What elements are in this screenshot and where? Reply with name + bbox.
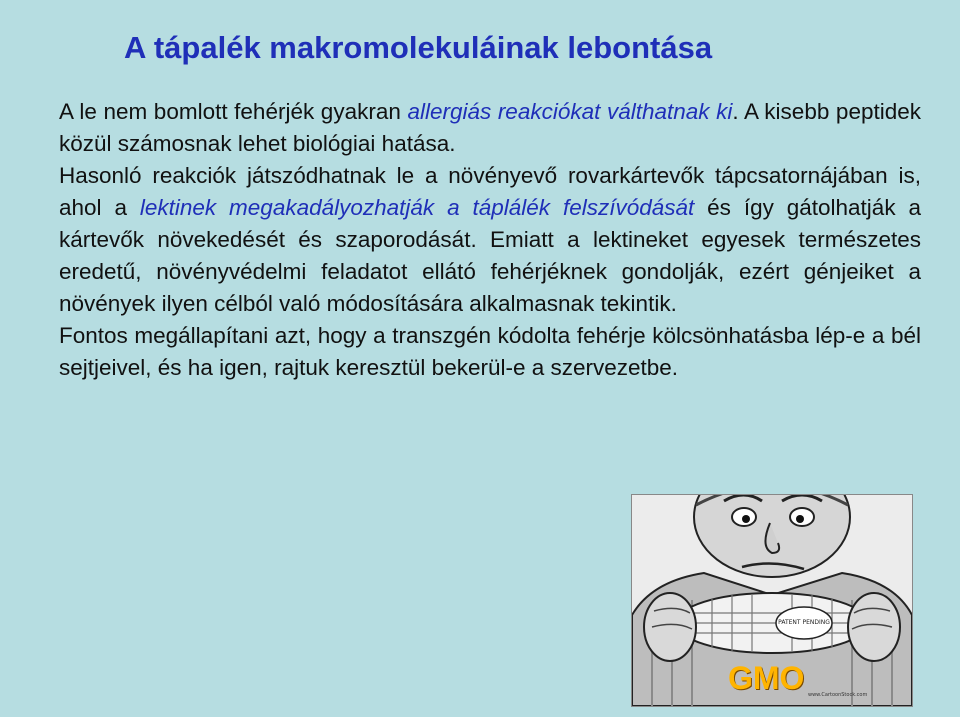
paragraph-lectins <box>59 160 921 320</box>
highlight-lectins: lektinek megakadályozhatják a táplálék felszívódását <box>139 195 695 220</box>
text-span: . A kisebb peptidek közül számosnak lehet biológiai hatása. <box>59 99 921 156</box>
text-span: Hasonló reakciók játszódhatnak le a növényevő rovarkártevők tápcsatornájában is, ahol a <box>59 163 921 220</box>
cartoon-credit: www.CartoonStock.com <box>808 692 868 698</box>
text-span: A le nem bomlott fehérjék gyakran <box>59 99 408 124</box>
paragraph-allergy <box>59 96 921 160</box>
slide-title: A tápalék makromolekuláinak lebontása <box>124 30 713 65</box>
gmo-label: GMO <box>728 660 805 696</box>
text-span: és így gátolhatják a kártevők növekedését és szaporodását. Emiatt a lektineket egyesek természetes eredetű, növényvédelmi feladatot ellátó fehérjéknek gondolják, ezért génjeiket a növények ilyen célból való módosítására alkalmasnak tekintik. <box>59 195 921 316</box>
paragraph-transgene: Fontos megállapítani azt, hogy a transzgén kódolta fehérje kölcsönhatásba lép-e a bél sejtjeivel, és ha igen, rajtuk keresztül bekerül-e a szervezetbe. <box>59 323 921 380</box>
gmo-cartoon <box>631 494 913 707</box>
slide-body <box>59 96 921 384</box>
highlight-allergy: allergiás reakciókat válthatnak ki <box>407 99 733 124</box>
patent-label: PATENT PENDING <box>778 619 830 626</box>
